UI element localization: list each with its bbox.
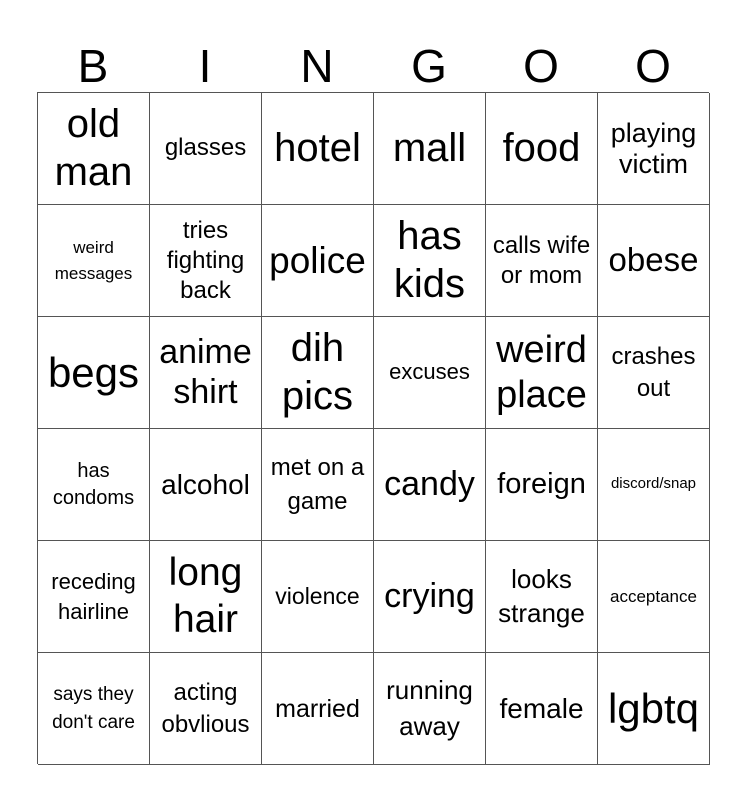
bingo-cell[interactable] [262, 541, 374, 653]
cell-text: dih pics [281, 326, 354, 418]
cell-text: weird place [496, 328, 587, 416]
bingo-cell[interactable] [374, 653, 486, 765]
bingo-board [37, 92, 709, 764]
cell-text: acceptance [610, 586, 697, 606]
bingo-cell[interactable] [262, 317, 374, 429]
bingo-cell[interactable] [38, 93, 150, 205]
cell-text: candy [384, 465, 475, 504]
cell-text: female [499, 692, 584, 724]
bingo-cell[interactable] [38, 317, 150, 429]
cell-text: glasses [164, 134, 247, 162]
bingo-cell[interactable] [150, 541, 262, 653]
header-letter-n: N [300, 39, 334, 92]
cell-text: receding hairline [51, 568, 136, 624]
header-letter-g: G [411, 39, 447, 92]
cell-text: food [502, 125, 581, 170]
bingo-cell[interactable] [38, 429, 150, 541]
cell-text: married [275, 694, 360, 723]
cell-text: playing victim [610, 118, 697, 179]
bingo-cell[interactable] [374, 541, 486, 653]
bingo-cell[interactable] [262, 205, 374, 317]
cell-text: foreign [497, 468, 586, 501]
cell-text: acting obvlious [161, 679, 250, 738]
bingo-cell[interactable] [374, 205, 486, 317]
bingo-cell[interactable] [38, 205, 150, 317]
bingo-header [37, 38, 709, 93]
bingo-cell[interactable] [38, 653, 150, 765]
bingo-cell[interactable] [486, 541, 598, 653]
cell-text: has condoms [52, 459, 135, 509]
header-letter-i: I [198, 39, 212, 92]
bingo-cell[interactable] [486, 93, 598, 205]
bingo-cell[interactable] [262, 653, 374, 765]
bingo-cell[interactable] [486, 205, 598, 317]
header-letter-o-2: O [635, 39, 671, 92]
cell-text: obese [608, 241, 699, 279]
cell-text: discord/snap [610, 475, 697, 493]
cell-text: mall [392, 125, 467, 170]
cell-text: anime shirt [159, 333, 252, 411]
cell-text: begs [47, 348, 140, 396]
cell-text: hotel [274, 125, 361, 170]
cell-text: long hair [168, 551, 243, 641]
bingo-cell[interactable] [598, 93, 710, 205]
bingo-cell[interactable] [38, 541, 150, 653]
bingo-cell[interactable] [262, 93, 374, 205]
bingo-cell[interactable] [150, 429, 262, 541]
bingo-cell[interactable] [598, 653, 710, 765]
bingo-cell[interactable] [374, 429, 486, 541]
cell-text: running away [386, 675, 473, 741]
cell-text: alcohol [161, 468, 250, 500]
bingo-cell[interactable] [598, 205, 710, 317]
cell-text: says they don't care [52, 683, 135, 733]
bingo-cell[interactable] [374, 93, 486, 205]
cell-text: crashes out [611, 343, 696, 402]
bingo-cell[interactable] [150, 317, 262, 429]
bingo-cell[interactable] [150, 205, 262, 317]
bingo-cell[interactable] [598, 317, 710, 429]
cell-text: police [269, 239, 366, 281]
cell-text: lgbtq [607, 684, 700, 732]
bingo-cell[interactable] [262, 429, 374, 541]
cell-text: tries fighting back [166, 216, 245, 304]
cell-text: has kids [393, 214, 466, 306]
bingo-cell[interactable] [374, 317, 486, 429]
bingo-cell[interactable] [598, 541, 710, 653]
cell-text: excuses [389, 359, 470, 385]
cell-text: calls wife or mom [492, 231, 591, 289]
bingo-cell[interactable] [486, 317, 598, 429]
bingo-cell[interactable] [486, 429, 598, 541]
header-letter-o: O [523, 39, 559, 92]
cell-text: met on a game [270, 453, 365, 515]
cell-text: looks strange [498, 563, 585, 628]
cell-text: weird messages [54, 238, 133, 283]
header-letter-b: B [77, 39, 109, 92]
cell-text: crying [384, 577, 475, 616]
bingo-cell[interactable] [598, 429, 710, 541]
bingo-cell[interactable] [150, 653, 262, 765]
cell-text: violence [275, 582, 360, 609]
cell-text: old man [54, 102, 133, 194]
bingo-cell[interactable] [150, 93, 262, 205]
bingo-cell[interactable] [486, 653, 598, 765]
